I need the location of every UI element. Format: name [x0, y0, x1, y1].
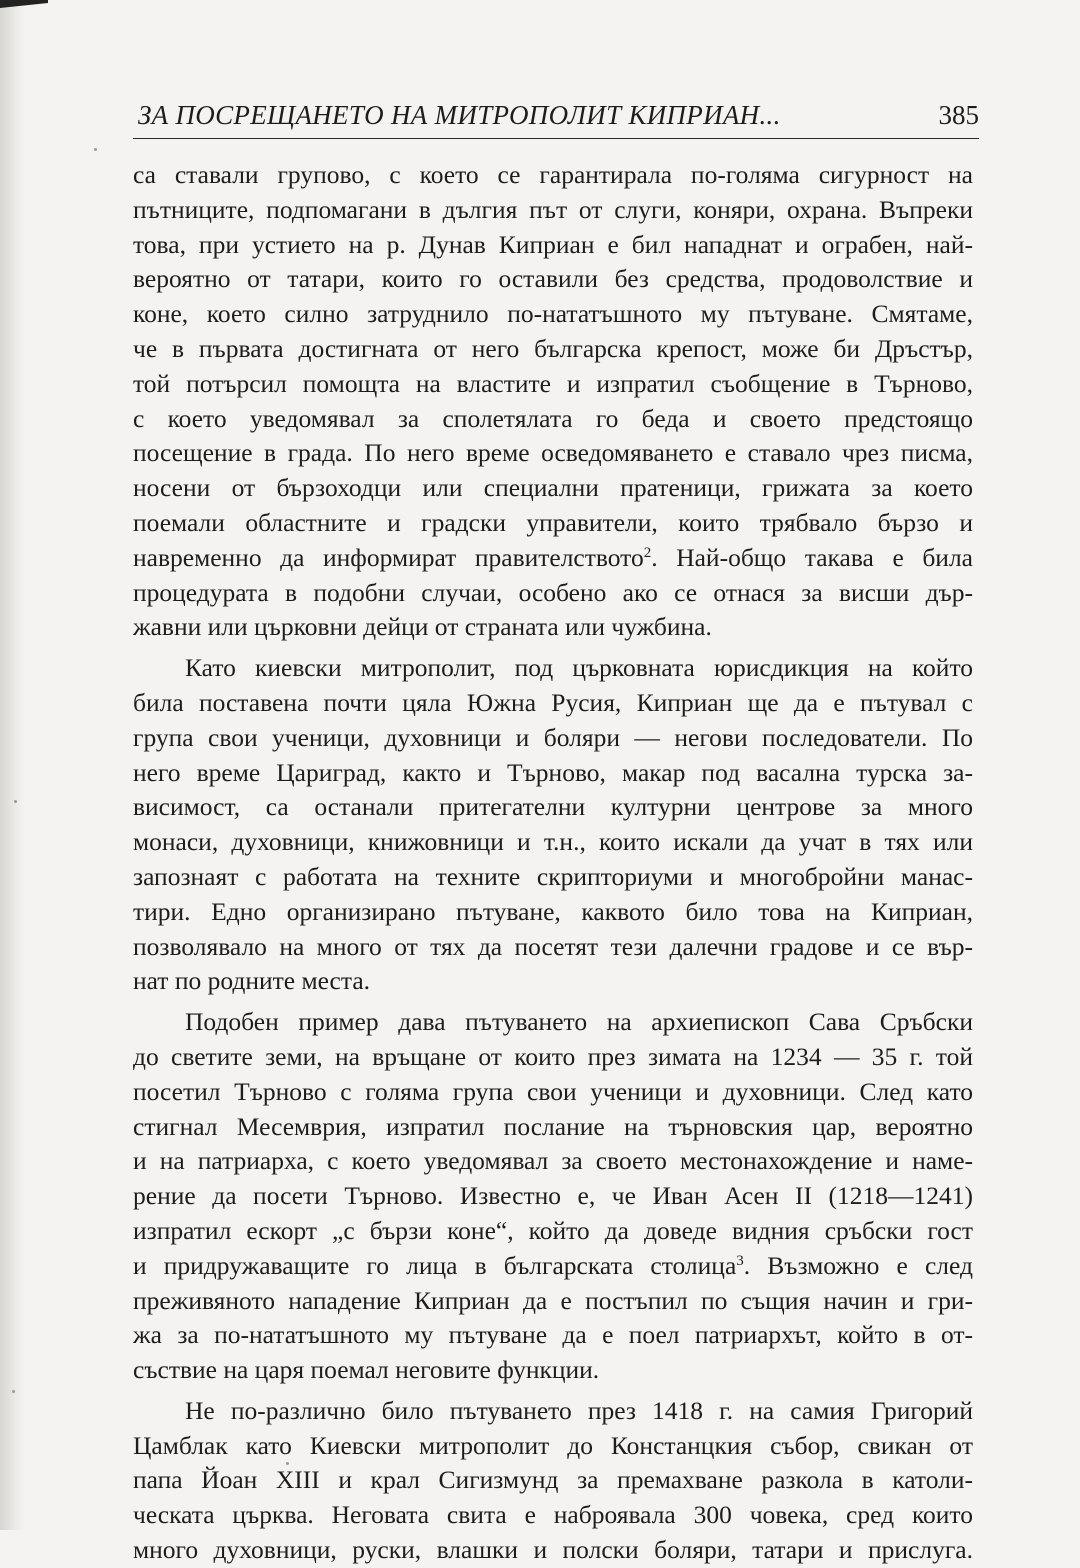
- scan-speck: [12, 1390, 15, 1393]
- paragraph-4: [133, 1394, 973, 1568]
- text-line: позволявало на много от тях да посетят тези далечни градове и се вър-: [133, 931, 973, 961]
- text-line: тири. Едно организирано пътуване, каквото било това на Киприан,: [133, 896, 973, 926]
- text-line: ческата църква. Неговата свита е наброявала 300 човека, сред които: [133, 1500, 973, 1530]
- footnote-marker: 2: [643, 544, 652, 561]
- text-line: това, при устието на р. Дунав Киприан е бил нападнат и ограбен, най-: [133, 229, 973, 259]
- text-line: с което уведомявал за сполетялата го беда и своето предстоящо: [133, 403, 973, 433]
- text-line: папа Йоан XIII и крал Сигизмунд за премахване разкола в католи-: [133, 1465, 973, 1495]
- text-line: Не по-различно било пътуването през 1418 г. на самия Григорий: [185, 1395, 973, 1425]
- text-line: са ставали групово, с което се гарантирала по-голяма сигурност на: [133, 160, 973, 189]
- text-line: много духовници, руски, влашки и полски боляри, татари и прислуга.: [133, 1535, 973, 1565]
- footnote-marker: 3: [736, 1252, 744, 1269]
- running-title: ЗА ПОСРЕЩАНЕТО НА МИТРОПОЛИТ КИПРИАН...: [138, 100, 781, 130]
- text-line: изпратил ескорт „с бързи коне“, който да доведе видния сръбски гост: [133, 1215, 973, 1245]
- text-line: и на патриарха, с което уведомявал за своето местонахождение и наме-: [133, 1146, 973, 1176]
- text-line: жа за по-нататъшното му пътуване да е поел патриархът, който в от-: [133, 1320, 973, 1350]
- text-line: група свои ученици, духовници и боляри — негови последователи. По: [133, 722, 973, 752]
- text-line: нат по родните места.: [133, 966, 371, 996]
- text-line: жавни или църковни дейци от страната или чужбина.: [133, 612, 712, 642]
- text-line: рение да посети Търново. Известно е, че Иван Асен II (1218—1241): [133, 1181, 973, 1211]
- page-number: 385: [938, 100, 979, 130]
- text-line: той потърсил помощта на властите и изпратил съобщение в Търново,: [133, 368, 973, 398]
- text-line: до светите земи, на връщане от които през зимата на 1234 — 35 г. той: [133, 1041, 973, 1071]
- text-segment: навременно да информират правителството: [133, 542, 644, 572]
- text-line: съствие на царя поемал неговите функции.: [133, 1355, 600, 1385]
- paragraph-2: [133, 651, 973, 999]
- text-line: монаси, духовници, книжовници и т.н., които искали да учат в тях или: [133, 827, 973, 857]
- text-segment: . Най-общо такава е била: [651, 542, 973, 572]
- text-line: преживяното нападение Киприан да е постъпил по същия начин и гри-: [133, 1285, 973, 1315]
- scan-speck: [14, 800, 17, 803]
- text-line: него време Цариград, както и Търново, макар под васална турска за-: [133, 757, 973, 787]
- text-line: Като киевски митрополит, под църковната юрисдикция на който: [185, 653, 973, 683]
- text-line: вероятно от татари, които го оставили без средства, продоволствие и: [133, 264, 973, 294]
- text-line: поемали областните и градски управители, които трябвало бързо и: [133, 507, 973, 537]
- paragraph-1: [133, 158, 973, 645]
- text-segment: и придружаващите го лица в българската столица: [133, 1250, 737, 1280]
- text-line: запознаят с работата на техните скрипториуми и многобройни манас-: [133, 861, 973, 891]
- text-line: Цамблак като Киевски митрополит до Констанцкия събор, свикан от: [133, 1430, 973, 1460]
- text-line: била поставена почти цяла Южна Русия, Киприан ще да е пътувал с: [133, 687, 973, 717]
- text-line: пътниците, подпомагани в дългия път от слуги, коняри, охрана. Въпреки: [133, 194, 973, 224]
- page-header: [133, 98, 979, 139]
- scan-speck: [94, 148, 97, 151]
- text-line: висимост, са останали притегателни културни центрове за много: [133, 792, 973, 822]
- text-line: носени от бързоходци или специални пратеници, грижата за което: [133, 473, 973, 503]
- page-gutter-shadow: [0, 0, 26, 1530]
- text-line: [133, 1249, 973, 1284]
- text-line: посетил Търново с голяма група свои ученици и духовници. След като: [133, 1076, 973, 1106]
- text-line: посещение в града. По него време осведомяването е ставало чрез писма,: [133, 438, 973, 468]
- text-line: Подобен пример дава пътуването на архиепископ Сава Сръбски: [185, 1007, 973, 1037]
- text-line: коне, което силно затруднило по-нататъшното му пътуване. Смятаме,: [133, 299, 973, 329]
- text-line: процедурата в подобни случаи, особено ако се отнася за висши дър-: [133, 577, 973, 607]
- text-line: че в първата достигната от него българска крепост, може би Дръстър,: [133, 333, 973, 363]
- text-line: стигнал Месемврия, изпратил послание на търновския цар, вероятно: [133, 1111, 973, 1141]
- body-text: [133, 158, 973, 1568]
- text-line: [133, 541, 973, 576]
- paragraph-3: [133, 1005, 973, 1388]
- text-segment: . Възможно е след: [743, 1250, 973, 1280]
